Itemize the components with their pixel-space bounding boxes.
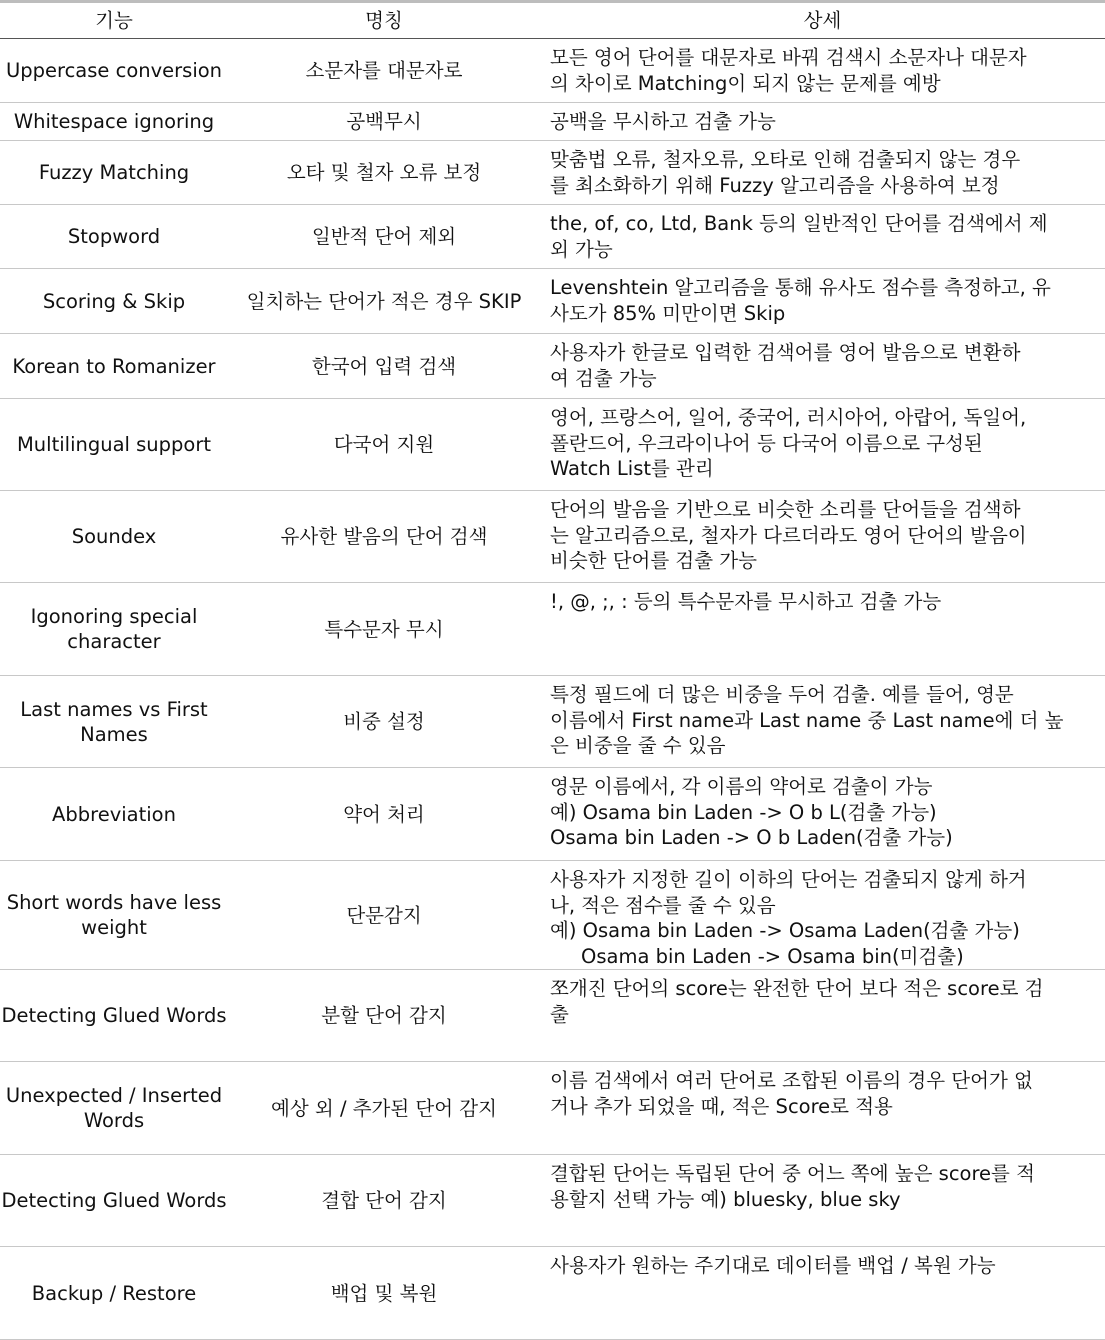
detail-line: Levenshtein 알고리즘을 통해 유사도 점수를 측정하고, 유 [550,276,1051,299]
table-row [0,491,1105,583]
detail-line: 사용자가 한글로 입력한 검색어를 영어 발음으로 변환하 [550,341,1021,364]
name-cell [228,334,540,398]
detail-line: Osama bin Laden -> O b Laden(검출 가능) [550,826,953,849]
feature-text: Multilingual support [16,433,212,456]
feature-text: Last names vs First Names [20,697,208,746]
name-cell [228,269,540,333]
name-cell [228,399,540,490]
feature-cell [0,1062,228,1154]
header-name-label: 명칭 [365,9,403,32]
table-row [0,676,1105,768]
table-row [0,1247,1105,1340]
feature-cell [0,269,228,333]
table-row [0,334,1105,399]
header-feature [0,3,228,38]
name-cell [228,141,540,204]
feature-text: Detecting Glued Words [1,1189,227,1212]
feature-cell [0,141,228,204]
header-feature-label: 기능 [95,9,133,32]
table-row [0,970,1105,1062]
feature-cell [0,103,228,140]
feature-text: Detecting Glued Words [1,1004,227,1027]
table-row [0,768,1105,861]
feature-cell [0,399,228,490]
feature-text: Abbreviation [52,802,176,826]
feature-cell [0,970,228,1061]
name-text: 약어 처리 [343,802,425,826]
table-row [0,1155,1105,1247]
table-row [0,399,1105,491]
detail-cell [550,768,1098,860]
feature-text: Backup / Restore [31,1281,197,1305]
table-row [0,141,1105,205]
name-cell [228,205,540,268]
feature-text: Scoring & Skip [42,289,186,313]
detail-cell [550,970,1098,1061]
detail-line: Watch List를 관리 [550,457,714,480]
name-text: 비중 설정 [343,710,425,733]
feature-cell [0,583,228,675]
detail-line: 의 차이로 Matching이 되지 않는 문제를 예방 [550,71,941,95]
detail-cell [550,861,1098,969]
detail-line: 사도가 85% 미만이면 Skip [550,301,786,325]
name-cell [228,861,540,969]
detail-cell [550,1155,1098,1246]
feature-text: Whitespace ignoring [13,110,215,133]
feature-cell [0,861,228,969]
table-row [0,861,1105,970]
feature-cell [0,491,228,582]
table-row [0,39,1105,103]
detail-line: 를 최소화하기 위해 Fuzzy 알고리즘을 사용하여 보정 [550,173,1000,197]
name-text: 공백무시 [346,110,422,133]
feature-cell [0,1247,228,1339]
detail-line: 폴란드어, 우크라이나어 등 다국어 이름으로 구성된 [550,431,983,455]
name-text: 분할 단어 감지 [321,1004,447,1027]
detail-line: 결합된 단어는 독립된 단어 중 어느 쪽에 높은 score를 적 [550,1162,1035,1185]
detail-line: 맞춤법 오류, 철자오류, 오타로 인해 검출되지 않는 경우 [550,148,1021,171]
detail-cell [550,103,1098,140]
name-cell [228,1247,540,1339]
detail-line: 예) Osama bin Laden -> O b L(검출 가능) [550,800,937,824]
feature-cell [0,676,228,767]
detail-cell [550,1062,1098,1154]
detail-line: 거나 추가 되었을 때, 적은 Score로 적용 [550,1094,893,1118]
detail-line: 단어의 발음을 기반으로 비슷한 소리를 단어들을 검색하 [550,498,1021,521]
name-cell [228,1155,540,1246]
name-cell [228,103,540,140]
name-cell [228,676,540,767]
name-text: 오타 및 철자 오류 보정 [286,161,482,184]
name-text: 유사한 발음의 단어 검색 [280,525,488,548]
feature-text: Igonoring special character [30,605,198,653]
detail-cell [550,1247,1098,1339]
feature-text: Korean to Romanizer [12,354,216,378]
header-name [228,3,540,38]
name-text: 한국어 입력 검색 [311,354,457,378]
detail-cell [550,39,1098,102]
detail-cell [550,269,1098,333]
table-row [0,1062,1105,1155]
detail-line: 예) Osama bin Laden -> Osama Laden(검출 가능) [550,919,1020,942]
detail-line: 특정 필드에 더 많은 비중을 두어 검출. 예를 들어, 영문 [550,683,1014,706]
name-text: 다국어 지원 [333,433,435,456]
name-text: 특수문자 무시 [324,617,444,641]
table-header [0,3,1105,39]
name-cell [228,1062,540,1154]
table-row [0,269,1105,334]
name-text: 결합 단어 감지 [321,1189,447,1212]
detail-line: 공백을 무시하고 검출 가능 [550,110,776,133]
detail-line: 영문 이름에서, 각 이름의 약어로 검출이 가능 [550,775,933,798]
table-row [0,205,1105,269]
name-text: 소문자를 대문자로 [305,59,463,82]
name-text: 백업 및 복원 [330,1281,438,1305]
detail-line: 비슷한 단어를 검출 가능 [550,549,757,572]
feature-text: Uppercase conversion [5,59,223,82]
detail-line: 나, 적은 점수를 줄 수 있음 [550,893,776,917]
name-text: 일반적 단어 제외 [311,225,457,248]
name-cell [228,583,540,675]
feature-cell [0,1155,228,1246]
feature-cell [0,768,228,860]
detail-line: 모든 영어 단어를 대문자로 바꿔 검색시 소문자나 대문자 [550,46,1027,69]
feature-cell [0,39,228,102]
detail-line: 이름 검색에서 여러 단어로 조합된 이름의 경우 단어가 없 [550,1069,1033,1092]
feature-text: Stopword [67,225,161,248]
detail-line: 외 가능 [550,237,613,261]
name-cell [228,39,540,102]
table-row [0,103,1105,141]
name-cell [228,768,540,860]
header-detail-label: 상세 [803,8,842,32]
detail-line: 출 [550,1002,569,1026]
detail-line: 용할지 선택 가능 예) bluesky, blue sky [550,1187,901,1211]
detail-line: 은 비중을 줄 수 있음 [550,734,726,757]
feature-text: Unexpected / Inserted Words [5,1084,223,1132]
feature-text: Fuzzy Matching [38,161,190,184]
detail-line: !, @, ;, : 등의 특수문자를 무시하고 검출 가능 [550,590,942,613]
detail-line: 사용자가 원하는 주기대로 데이터를 백업 / 복원 가능 [550,1254,996,1277]
name-text: 일치하는 단어가 적은 경우 SKIP [246,289,522,313]
name-text: 단문감지 [346,903,422,927]
detail-cell [550,334,1098,398]
feature-cell [0,334,228,398]
detail-line: 는 알고리즘으로, 철자가 다르더라도 영어 단어의 발음이 [550,523,1027,547]
detail-cell [550,141,1098,204]
detail-line: Osama bin Laden -> Osama bin(미검출) [550,944,964,968]
name-cell [228,491,540,582]
detail-cell [550,399,1098,490]
table-row [0,583,1105,676]
detail-line: the, of, co, Ltd, Bank 등의 일반적인 단어를 검색에서 제 [550,212,1048,235]
detail-line: 영어, 프랑스어, 일어, 중국어, 러시아어, 아랍어, 독일어, [550,406,1027,429]
detail-cell [550,491,1098,582]
detail-cell [550,583,1098,675]
feature-cell [0,205,228,268]
detail-line: 이름에서 First name과 Last name 중 Last name에 더 높 [550,708,1064,732]
feature-text: Soundex [71,525,157,548]
detail-line: 쪼개진 단어의 score는 완전한 단어 보다 적은 score로 검 [550,977,1044,1000]
name-text: 예상 외 / 추가된 단어 감지 [271,1096,497,1120]
name-cell [228,970,540,1061]
header-detail [540,3,1105,38]
detail-line: 여 검출 가능 [550,366,657,390]
detail-cell [550,676,1098,767]
detail-cell [550,205,1098,268]
feature-text: Short words have less weight [6,891,222,939]
detail-line: 사용자가 지정한 길이 이하의 단어는 검출되지 않게 하거 [550,868,1027,891]
